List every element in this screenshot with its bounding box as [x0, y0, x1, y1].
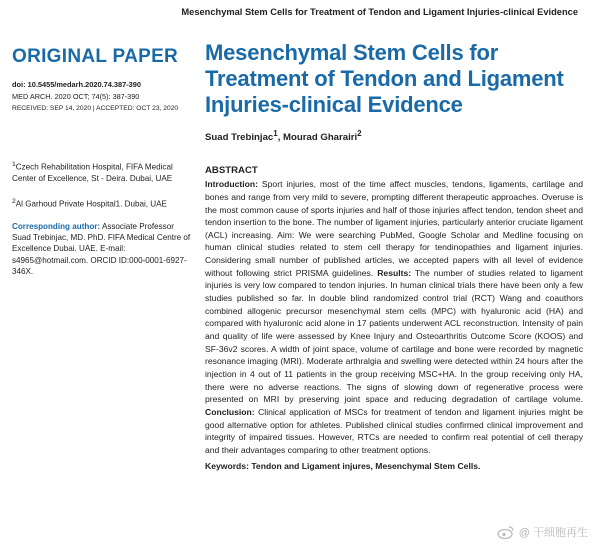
- intro-label: Introduction:: [205, 179, 258, 190]
- doi-line: doi: 10.5455/medarh.2020.74.387-390: [12, 80, 142, 89]
- affiliations: [12, 159, 194, 210]
- corresponding-text: Associate Professor Suad Trebinjac, MD. PhD. FIFA Medical Centre of Excellence Dubai. UAE. E-mail: s4965@hotmail.com. ORCID ID:000-0001-6927-346X.: [12, 221, 191, 277]
- conclusion-text: Clinical application of MSCs for treatment of tendon and ligament injuries might be good alternative option for athletes. Published clinical studies confirmed clinical improvement and integrity of impaired tissues. However, RTCs are needed to confirm real potential of cell therapy and their advantages comparing to other treatment options.: [205, 407, 583, 455]
- dates-line: RECEIVED: SEP 14, 2020 | ACCEPTED: OCT 23, 2020: [12, 105, 179, 112]
- watermark-text: @ 干细胞再生: [518, 527, 588, 539]
- watermark: [497, 524, 588, 540]
- author-list: Suad Trebinjac$^1$, Mourad Gharairi$^2$: [205, 129, 362, 144]
- intro-text: Sport injuries, most of the time affect muscles, tendons, ligaments, cartilage and bones and range from very mild to severe, prompting different therapeutic approaches. Overuse is the most common cause of sports injuries and half of those injuries affect tendon, tendon sheet and tendon insertion to the bone. The number of ligament injuries, particularly anterior cruciate ligament (ACL) increasing. Aim: We were searching PubMed, Google Scholar and Medline focusing on human clinical studies related to stem cell therapy for tendinopathies and ligament injuries. Considering small number of published articles, we accepted papers with all level of evidence without following strict PRISMA guidelines.: [205, 179, 583, 278]
- affiliation-2: $^2$Al Garhoud Private Hospital1. Dubai, UAE: [12, 197, 167, 209]
- author-1: Suad Trebinjac: [205, 132, 274, 144]
- conclusion-label: Conclusion:: [205, 407, 255, 417]
- corresponding-author: [12, 221, 194, 278]
- keywords-line: Keywords: Tendon and Ligament injures, Mesenchymal Stem Cells.: [205, 460, 481, 471]
- citation-line: MED ARCH. 2020 OCT; 74(5): 387-390: [12, 92, 140, 101]
- corresponding-label: Corresponding author:: [12, 221, 101, 231]
- author-2: Mourad Gharairi: [283, 132, 358, 144]
- article-sidebar: [12, 46, 194, 278]
- abstract-body: [205, 178, 583, 456]
- weibo-logo-icon: [497, 525, 515, 539]
- abstract-heading: ABSTRACT: [205, 165, 258, 177]
- results-text: The number of studies related to ligament injuries is very low compared to tendon injuries. In human clinical trials there have been only a few studies published so far. In double blind randomized control trial (RCT) Wang and coauthors combined allogenic precursor mesenchymal stem cells (MPC) with hyaluronic acid (HA) and compared with hyaluronic acid alone in 17 patients underwent ACL reconstruction. Intensity of pain and quality of life were assessed by Knee Injury and Osteoarthritis Outcome Score (KOOS) and SF-36v2 scores. A width of joint space, volume of cartilage and bone were recorded by magnetic resonance imaging (MRI). Moderate arthralgia and swelling were detected within 24 hours after the injection in 4 out of 11 patients in the group receiving MSC+HA. In the group receiving only HA, there were no adverse reactions. The signs of slowing down of regenerative process were presented on MRI by preserving joint space and reducing degradation of cartilage volume.: [205, 267, 584, 405]
- section-label: ORIGINAL PAPER: [12, 46, 179, 67]
- running-head: Mesenchymal Stem Cells for Treatment of Tendon and Ligament Injuries-clinical Evidence: [181, 7, 578, 17]
- article-title: Mesenchymal Stem Cells for Treatment of Tendon and Ligament Injuries-clinical Evidence: [205, 40, 564, 117]
- article-main: [205, 40, 583, 471]
- affiliation-1: $^1$Czech Rehabilitation Hospital, FIFA Medical Center of Excellence, St - Deira. Dubai, UAE: [12, 161, 173, 184]
- results-label: Results:: [377, 267, 412, 278]
